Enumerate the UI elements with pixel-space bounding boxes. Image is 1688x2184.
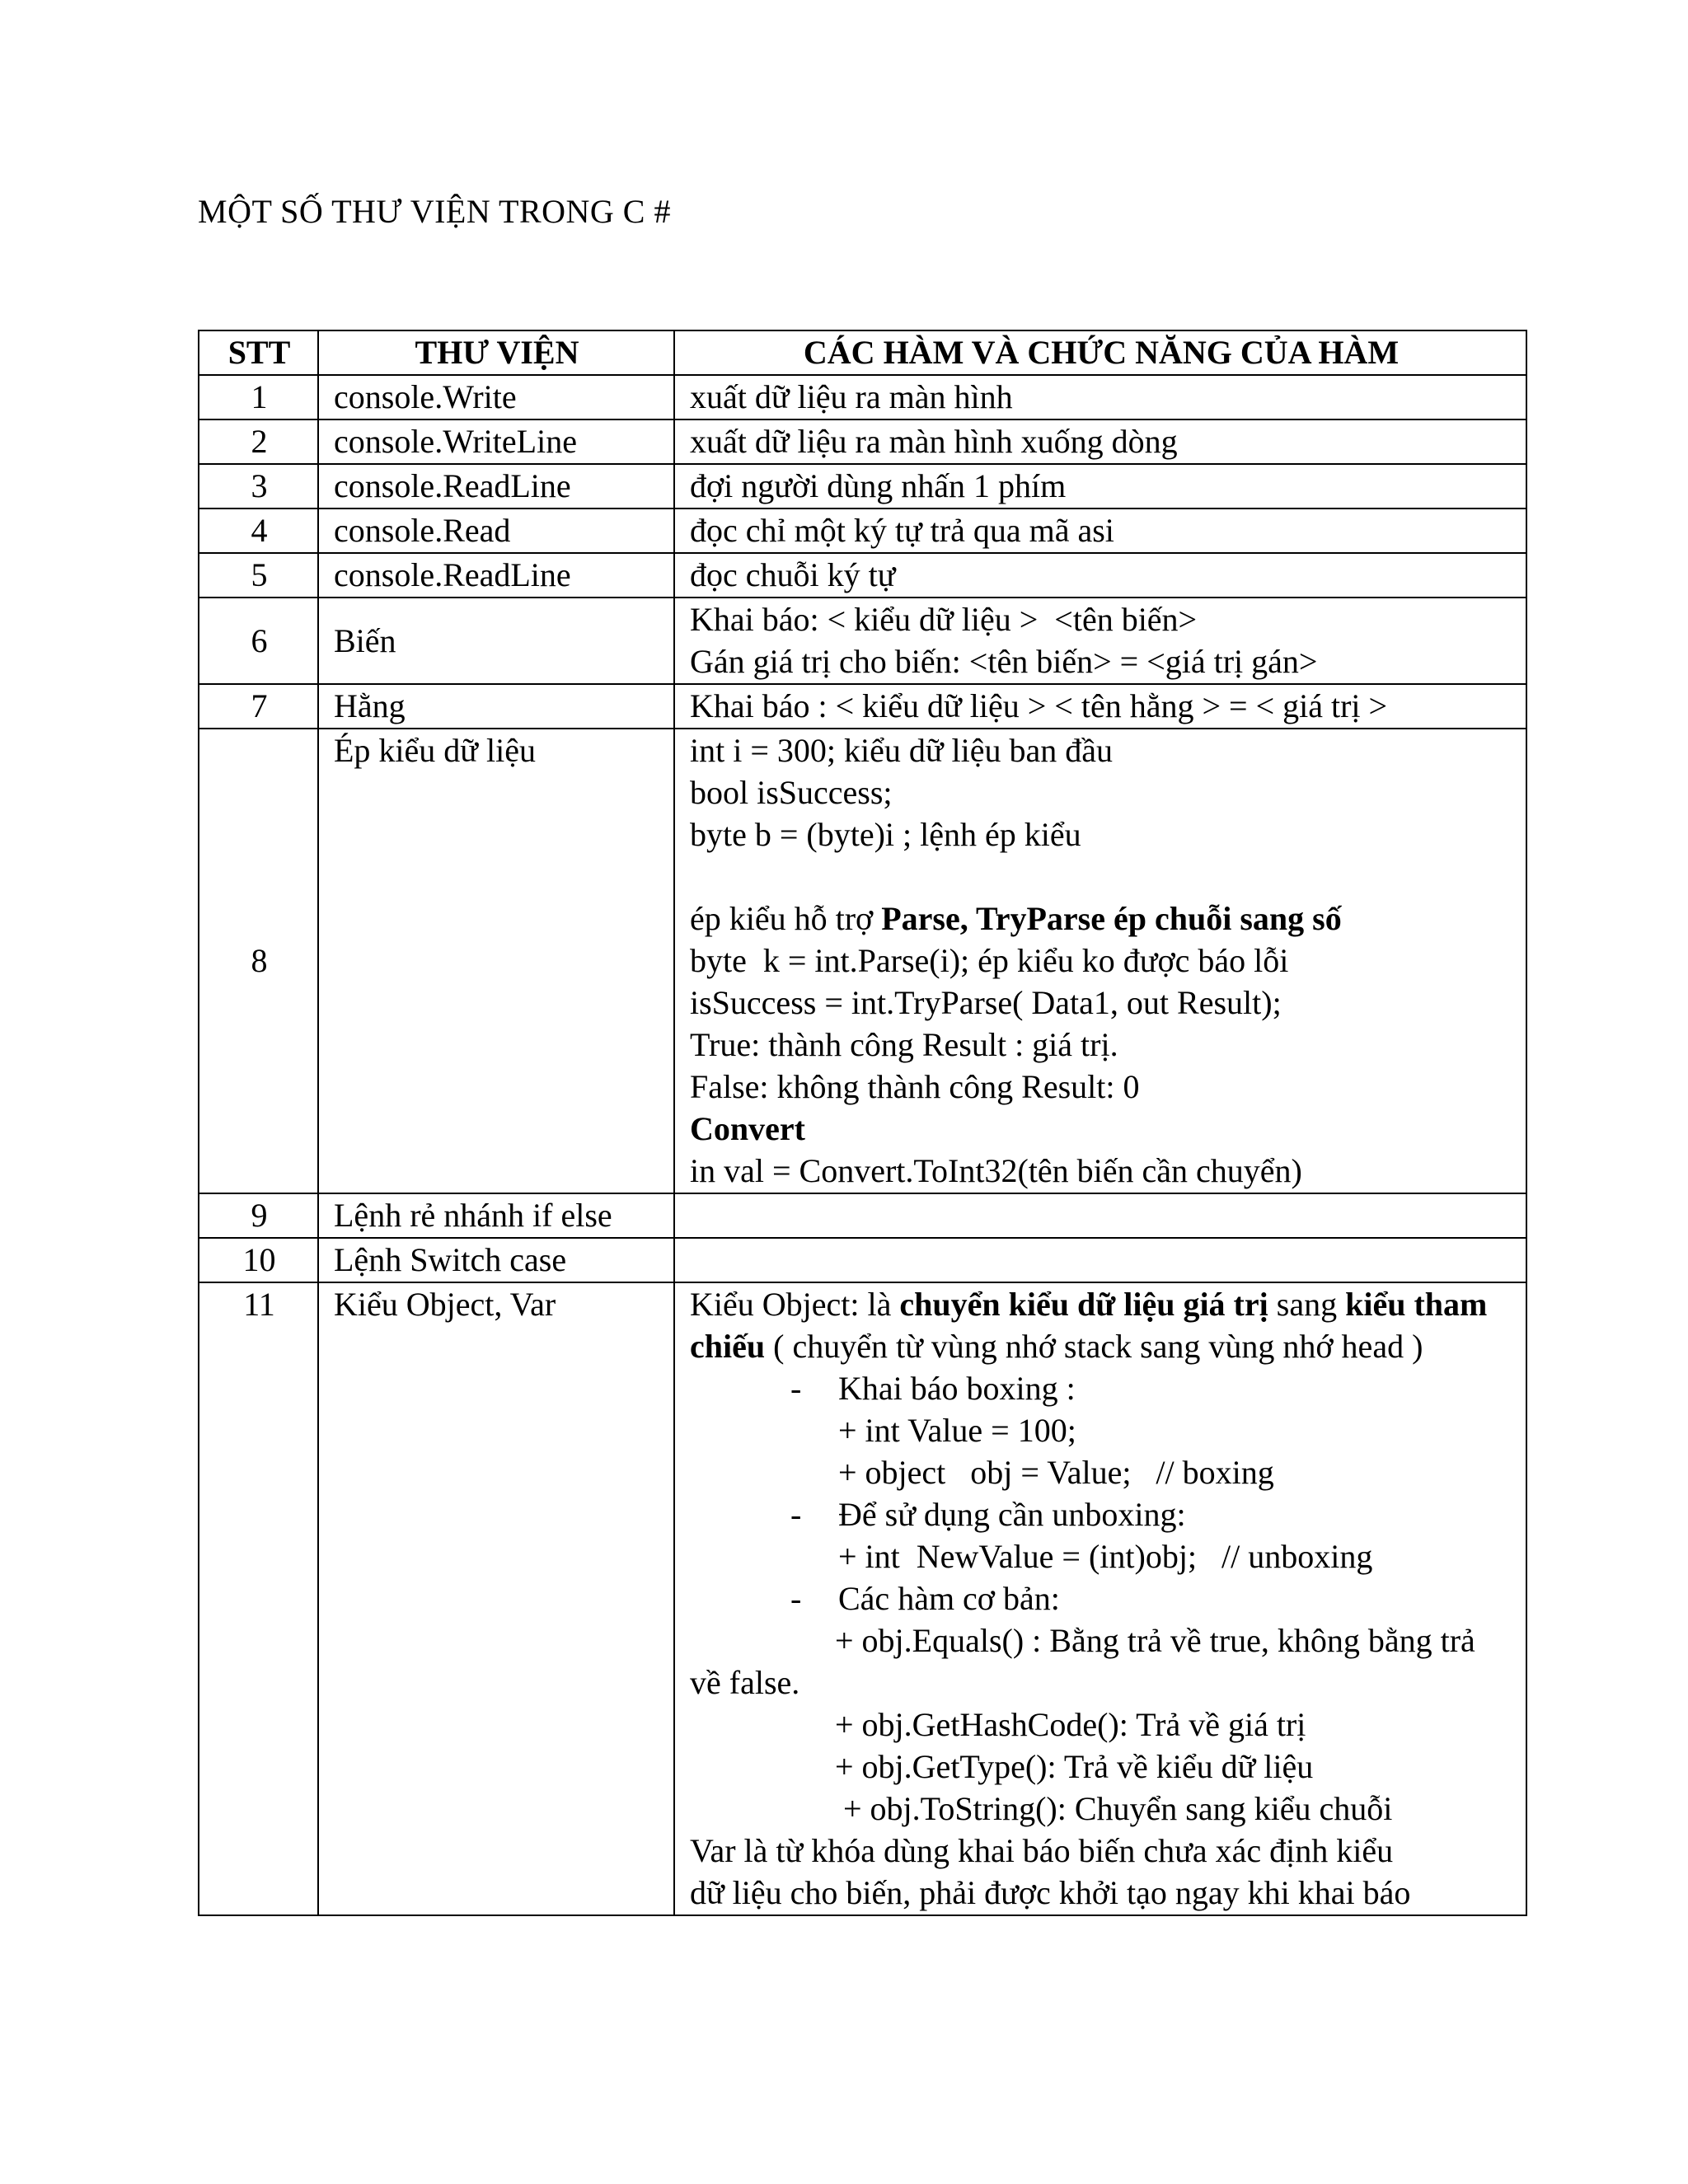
text-run: sang	[1268, 1286, 1346, 1323]
sub-item: + obj.Equals() : Bằng trả về true, không bằng trả về false.	[690, 1622, 1475, 1701]
library-name: Ép kiểu dữ liệu	[318, 729, 674, 1193]
header-stt: STT	[199, 330, 318, 375]
description-line: xuất dữ liệu ra màn hình	[690, 378, 1013, 415]
bullet-text: Khai báo boxing :	[838, 1370, 1076, 1407]
library-name: Lệnh Switch case	[318, 1238, 674, 1282]
row-number: 9	[199, 1193, 318, 1238]
sub-item: + int Value = 100;	[838, 1412, 1076, 1449]
description-line: bool isSuccess;	[690, 774, 893, 811]
sub-item: + obj.GetHashCode(): Trả về giá trị	[835, 1706, 1306, 1743]
library-name: Lệnh rẻ nhánh if else	[318, 1193, 674, 1238]
description-paragraph	[690, 1283, 1512, 1367]
description-line: Var là từ khóa dùng khai báo biến chưa xác định kiểu	[690, 1832, 1394, 1869]
row-number: 4	[199, 509, 318, 553]
text-run: Kiểu Object: là	[690, 1286, 900, 1323]
blank-line	[690, 855, 1512, 898]
function-description	[674, 419, 1526, 464]
sub-item: + obj.GetType(): Trả về kiểu dữ liệu	[835, 1748, 1314, 1785]
sub-item: + object obj = Value; // boxing	[838, 1454, 1274, 1491]
function-description	[674, 375, 1526, 419]
table-row	[199, 1282, 1526, 1915]
description-line: đọc chuỗi ký tự	[690, 556, 896, 593]
sub-item: + obj.ToString(): Chuyển sang kiểu chuỗi	[835, 1790, 1393, 1827]
bold-text: kiểu tham chiếu	[690, 1286, 1488, 1365]
function-description	[674, 1282, 1526, 1915]
table-row	[199, 684, 1526, 729]
bullet-item	[690, 1577, 1512, 1619]
description-line	[690, 898, 1512, 940]
bullet-item	[690, 1367, 1512, 1409]
function-description	[674, 729, 1526, 1193]
table-row	[199, 1193, 1526, 1238]
description-line: Khai báo: < kiểu dữ liệu > <tên biến>	[690, 601, 1198, 638]
library-name: console.Read	[318, 509, 674, 553]
row-number: 7	[199, 684, 318, 729]
description-line: byte k = int.Parse(i); ép kiểu ko được báo lỗi	[690, 942, 1289, 979]
function-description	[674, 553, 1526, 598]
function-description	[674, 598, 1526, 684]
description-line: đọc chỉ một ký tự trả qua mã asi	[690, 512, 1114, 549]
dash-bullet: -	[790, 1580, 802, 1617]
description-line: True: thành công Result : giá trị.	[690, 1026, 1118, 1063]
row-number: 8	[199, 729, 318, 1193]
row-number: 5	[199, 553, 318, 598]
description-line: byte b = (byte)i ; lệnh ép kiểu	[690, 816, 1081, 853]
table-row	[199, 464, 1526, 509]
table-row	[199, 375, 1526, 419]
bold-text: Parse, TryParse ép chuỗi sang số	[881, 900, 1342, 937]
row-number: 2	[199, 419, 318, 464]
library-table	[198, 330, 1527, 1916]
table-row	[199, 1238, 1526, 1282]
description-line: xuất dữ liệu ra màn hình xuống dòng	[690, 423, 1178, 460]
library-name: console.ReadLine	[318, 553, 674, 598]
function-description	[674, 1193, 1526, 1238]
library-name: console.WriteLine	[318, 419, 674, 464]
library-name: console.ReadLine	[318, 464, 674, 509]
table-row	[199, 598, 1526, 684]
bullet-item	[690, 1493, 1512, 1535]
description-line: int i = 300; kiểu dữ liệu ban đầu	[690, 732, 1114, 769]
library-name: Kiểu Object, Var	[318, 1282, 674, 1915]
description-line: in val = Convert.ToInt32(tên biến cần chuyển)	[690, 1152, 1302, 1189]
text-run: ép kiểu hỗ trợ	[690, 900, 882, 937]
description-line: dữ liệu cho biến, phải được khởi tạo ngay khi khai báo	[690, 1874, 1411, 1911]
text-run: ( chuyển từ vùng nhớ stack sang vùng nhớ head )	[765, 1328, 1423, 1365]
row-number: 6	[199, 598, 318, 684]
dash-bullet: -	[790, 1496, 802, 1533]
function-description	[674, 464, 1526, 509]
row-number: 10	[199, 1238, 318, 1282]
header-library: THƯ VIỆN	[318, 330, 674, 375]
bullet-text: Các hàm cơ bản:	[838, 1580, 1060, 1617]
row-number: 3	[199, 464, 318, 509]
description-line: Gán giá trị cho biến: <tên biến> = <giá trị gán>	[690, 643, 1318, 680]
function-description	[674, 509, 1526, 553]
description-line: Khai báo : < kiểu dữ liệu > < tên hằng > = < giá trị >	[690, 687, 1388, 724]
page-title: MỘT SỐ THƯ VIỆN TRONG C #	[198, 193, 671, 230]
description-line: đợi người dùng nhấn 1 phím	[690, 467, 1067, 504]
bold-text: chuyển kiểu dữ liệu giá trị	[899, 1286, 1268, 1323]
description-line: False: không thành công Result: 0	[690, 1068, 1140, 1105]
table-row	[199, 553, 1526, 598]
sub-item: + int NewValue = (int)obj; // unboxing	[838, 1538, 1373, 1575]
table-row	[199, 509, 1526, 553]
dash-bullet: -	[790, 1370, 802, 1407]
table-row	[199, 729, 1526, 1193]
row-number: 1	[199, 375, 318, 419]
function-description	[674, 684, 1526, 729]
row-number: 11	[199, 1282, 318, 1915]
bullet-text: Để sử dụng cần unboxing:	[838, 1496, 1186, 1533]
header-functions: CÁC HÀM VÀ CHỨC NĂNG CỦA HÀM	[674, 330, 1526, 375]
library-name: console.Write	[318, 375, 674, 419]
function-description	[674, 1238, 1526, 1282]
bold-text: Convert	[690, 1110, 805, 1147]
description-line: isSuccess = int.TryParse( Data1, out Result);	[690, 984, 1282, 1021]
library-name: Biến	[318, 598, 674, 684]
table-row	[199, 419, 1526, 464]
library-name: Hằng	[318, 684, 674, 729]
table-header-row	[199, 330, 1526, 375]
